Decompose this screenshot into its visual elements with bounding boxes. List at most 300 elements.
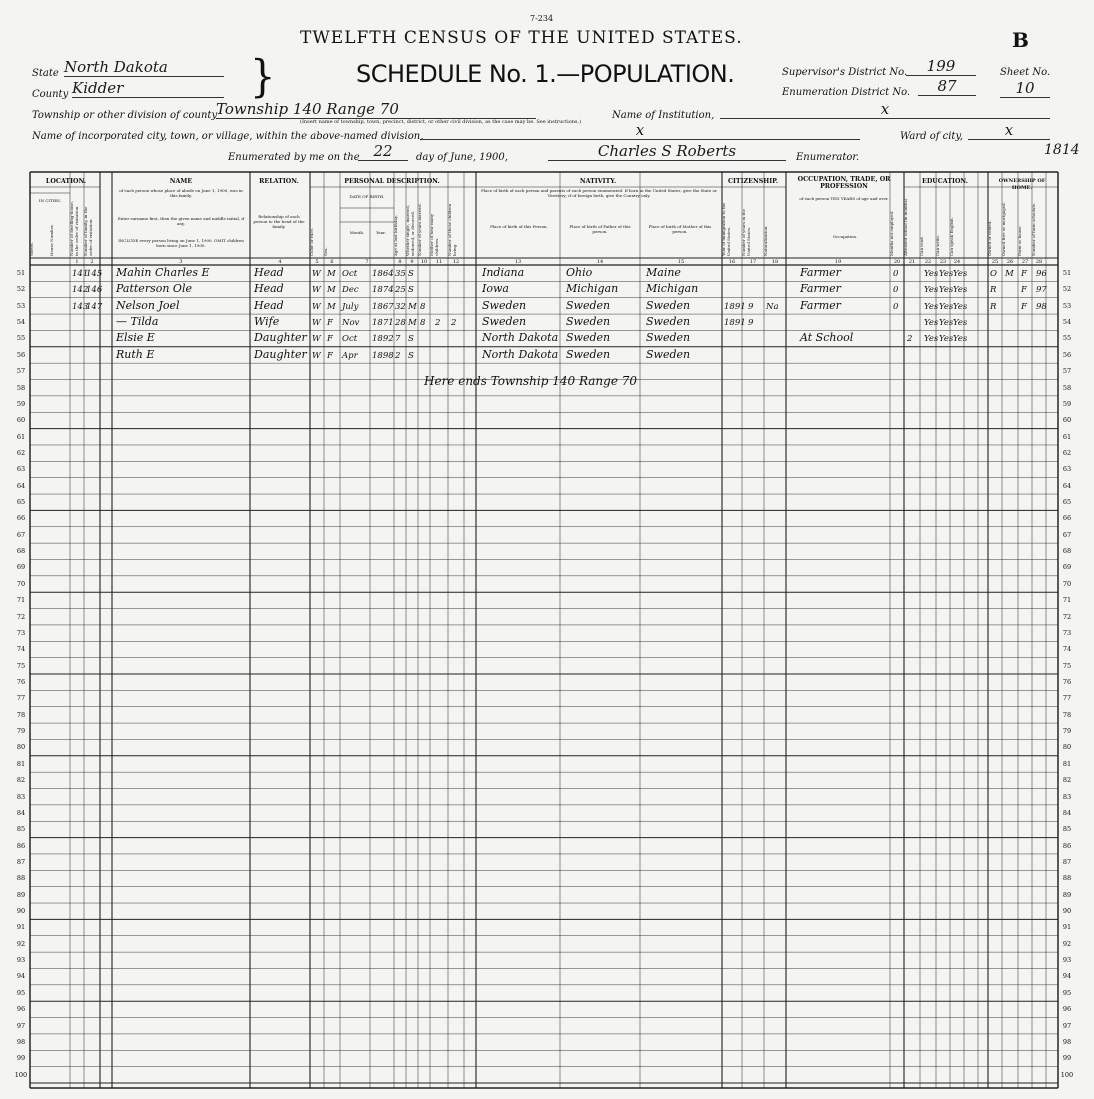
entry-pob-father: Sweden (566, 298, 611, 312)
column-number: 1 (75, 259, 79, 265)
row-number: 62 (1062, 448, 1072, 457)
entry-month: Nov (342, 318, 360, 329)
entry-color: W (312, 318, 321, 329)
row-number: 91 (1062, 923, 1072, 932)
entry-read: Yes (924, 285, 939, 296)
row-number: 63 (16, 465, 26, 474)
entry-relation: Daughter (254, 347, 307, 361)
ward-value: x (968, 121, 1050, 140)
month-header: Month. (349, 230, 365, 235)
entry-pob: Indiana (482, 266, 525, 279)
row-number: 68 (1062, 547, 1072, 556)
row-number: 75 (1062, 661, 1072, 670)
entry-color: W (312, 301, 321, 312)
entry-year: 1871 (372, 318, 394, 329)
entry-speak: Yes (953, 301, 968, 312)
entry-write: Yes (939, 269, 954, 279)
entry-color: W (312, 285, 321, 296)
location-header: LOCATION. (45, 178, 87, 185)
entry-read: Yes (924, 334, 939, 345)
row-number: 53 (16, 301, 26, 310)
entry-write: Yes (939, 301, 954, 312)
column-number: 20 (893, 259, 901, 265)
column-number: 12 (452, 259, 460, 265)
left-brace: } (250, 51, 276, 103)
owned-rented-header: Owned or rented. (987, 220, 992, 256)
entry-pob: North Dakota (482, 347, 559, 361)
supervisor-label: Supervisor's District No. (782, 67, 908, 78)
row-number: 53 (1062, 301, 1072, 310)
entry-marital: S (408, 350, 414, 361)
occupation-header: OCCUPATION, TRADE, OR PROFESSION (797, 176, 891, 190)
enumerated-prefix: Enumerated by me on the (228, 152, 360, 163)
row-number: 79 (1062, 727, 1072, 736)
row-number: 74 (16, 645, 26, 654)
row-number: 56 (1062, 350, 1072, 359)
farm-schedule-header: Number of farm schedule. (1031, 202, 1036, 256)
column-number: 3 (179, 259, 183, 265)
row-number: 71 (16, 596, 26, 605)
margin-note: 1814 (1044, 142, 1080, 158)
column-number: 9 (410, 259, 414, 265)
row-number: 95 (1062, 988, 1072, 997)
year-header: Year. (376, 230, 386, 235)
column-number: 7 (365, 259, 369, 265)
entry-immigration: 1891 (724, 318, 746, 329)
free-mortgaged-header: Owned free or mortgaged. (1001, 202, 1006, 256)
occupation-sub: of each person TEN YEARS of age and over. (799, 196, 889, 201)
entry-pob-father: Michigan (566, 282, 619, 296)
row-number: 93 (16, 956, 26, 965)
row-number: 77 (16, 694, 26, 703)
county-label: County (32, 89, 69, 100)
row-number: 96 (16, 1005, 26, 1014)
entry-name: Mahin Charles E (116, 266, 210, 279)
entry-pob-mother: Sweden (646, 331, 691, 345)
row-number: 78 (1062, 710, 1072, 719)
column-number: 22 (924, 259, 932, 265)
row-number: 90 (1062, 907, 1072, 916)
column-number: 19 (834, 259, 842, 265)
row-number: 70 (16, 579, 26, 588)
row-number: 57 (1062, 367, 1072, 376)
enumerator-name: Charles S Roberts (548, 142, 786, 161)
street-header: Street. (29, 242, 34, 256)
entry-sex: F (327, 350, 333, 361)
row-number: 86 (16, 841, 26, 850)
entry-dwelling: 141 (72, 269, 89, 279)
years-married-header: Number of years married. (417, 203, 422, 256)
citizenship-header: CITIZENSHIP. (727, 178, 779, 185)
entry-pob-mother: Sweden (646, 347, 691, 361)
sheet-value: 10 (1000, 79, 1050, 98)
family-header: Number of family, in the order of visitation. (83, 206, 93, 256)
row-number: 88 (1062, 874, 1072, 883)
column-number: 4 (278, 259, 282, 265)
row-number: 71 (1062, 596, 1072, 605)
supervisor-value: 199 (906, 57, 976, 76)
entry-relation: Head (254, 298, 284, 312)
row-number: 94 (16, 972, 26, 981)
row-number: 78 (16, 710, 26, 719)
entry-farm-no: 98 (1036, 301, 1047, 312)
township-note: (Insert name of township, town, precinct, district, or other civil division, as the case may be. See instructions.) (300, 119, 582, 125)
row-number: 51 (16, 269, 26, 277)
row-number: 65 (16, 498, 26, 507)
entry-read: Yes (924, 269, 939, 279)
months-school-header: Attended school (in months). (903, 197, 908, 256)
entry-sex: F (327, 318, 333, 329)
column-number: 25 (991, 259, 999, 265)
row-number: 58 (16, 383, 26, 392)
entry-family: 147 (86, 301, 103, 312)
row-number: 88 (16, 874, 26, 883)
row-number: 54 (16, 318, 26, 327)
row-number: 84 (16, 808, 26, 817)
entry-marital: M (408, 301, 417, 312)
column-number: 27 (1021, 259, 1029, 265)
entry-years-married: 8 (420, 301, 426, 312)
row-number: 80 (16, 743, 26, 752)
column-number: 28 (1035, 259, 1043, 265)
column-number: 2 (90, 259, 94, 265)
entry-years-us: 9 (748, 301, 754, 312)
entry-relation: Wife (254, 315, 280, 329)
row-number: 83 (16, 792, 26, 801)
enumeration-label: Enumeration District No. (782, 87, 911, 98)
row-number: 51 (1062, 269, 1072, 277)
entry-relation: Head (254, 266, 284, 279)
column-number: 6 (330, 259, 334, 265)
row-number: 58 (1062, 383, 1072, 392)
incorporated-value: x (420, 121, 860, 140)
row-number: 59 (16, 399, 26, 408)
row-number: 97 (1062, 1021, 1072, 1030)
color-header: Color or race. (309, 227, 314, 256)
closing-note: Here ends Township 140 Range 70 (424, 374, 637, 388)
entry-pob-mother: Sweden (646, 298, 691, 312)
entry-name: Elsie E (116, 331, 155, 345)
row-number: 85 (1062, 825, 1072, 834)
state-value: North Dakota (64, 58, 224, 77)
pob-mother-header: Place of birth of Mother of this person. (648, 224, 712, 234)
row-number: 70 (1062, 579, 1072, 588)
name-sub1: of each person whose place of abode on June 1, 1900, was in this family. (119, 188, 243, 198)
entry-mother-of: 2 (435, 318, 441, 329)
entry-year: 1898 (372, 350, 394, 361)
row-number: 75 (16, 661, 26, 670)
entry-own: O (990, 269, 997, 279)
row-number: 82 (1062, 776, 1072, 785)
county-value: Kidder (72, 79, 224, 98)
row-number: 92 (1062, 939, 1072, 948)
name-sub2: Enter surname first, then the given name and middle initial, if any. (117, 216, 245, 226)
institution-value: x (720, 100, 1050, 119)
naturalization-header: Naturalization. (763, 225, 768, 256)
row-number: 55 (1062, 334, 1072, 343)
pob-father-header: Place of birth of Father of this person. (569, 224, 631, 234)
entry-month: July (342, 301, 359, 312)
name-sub3: INCLUDE every person living on June 1, 1900. OMIT children born since June 1, 1900. (118, 238, 244, 248)
column-number: 15 (677, 259, 685, 265)
entry-read: Yes (924, 318, 939, 329)
ownership-header: OWNERSHIP OF HOME. (998, 178, 1046, 191)
entry-occupation: At School (800, 331, 854, 345)
years-us-header: Number of years in the United States. (741, 208, 751, 256)
entry-month: Oct (342, 269, 358, 279)
entry-pob-father: Sweden (566, 315, 611, 329)
relation-sub: Relationship of each person to the head of the family. (253, 214, 305, 229)
enumerator-label: Enumerator. (796, 152, 860, 163)
entry-family: 145 (86, 269, 103, 279)
row-number: 57 (16, 367, 26, 376)
sex-header: Sex. (323, 247, 328, 256)
entry-pob-father: Sweden (566, 331, 611, 345)
enumerated-mid: day of June, 1900, (416, 152, 508, 163)
row-number: 94 (1062, 972, 1072, 981)
entry-age: 32 (395, 301, 406, 312)
column-number: 16 (728, 259, 736, 265)
entry-family: 146 (86, 285, 103, 296)
farm-house-header: Farm or house. (1017, 225, 1022, 256)
row-number: 100 (1060, 1070, 1074, 1079)
children-living-header: Number of these children living. (447, 203, 457, 256)
pob-person-header: Place of birth of this Person. (490, 224, 548, 229)
column-number: 18 (771, 259, 779, 265)
row-number: 67 (1062, 530, 1072, 539)
can-read-header: Can read. (919, 236, 924, 256)
row-number: 67 (16, 530, 26, 539)
entry-pob: Sweden (482, 298, 527, 312)
entry-marital: M (408, 318, 417, 329)
entry-unemployed: 0 (893, 301, 899, 312)
row-number: 81 (1062, 759, 1072, 768)
form-number: 7-234 (530, 14, 554, 23)
row-number: 76 (1062, 678, 1072, 686)
personal-header: PERSONAL DESCRIPTION. (344, 178, 440, 185)
column-number: 26 (1006, 259, 1014, 265)
entry-age: 2 (395, 350, 401, 361)
incorporated-label: Name of incorporated city, town, or village, within the above-named division, (32, 131, 424, 142)
entry-sex: M (327, 301, 336, 312)
row-number: 72 (1062, 612, 1072, 621)
row-number: 61 (16, 432, 26, 441)
row-number: 79 (16, 727, 26, 736)
entry-speak: Yes (953, 285, 968, 296)
entry-pob: Iowa (482, 282, 509, 296)
education-header: EDUCATION. (922, 178, 968, 185)
entry-naturalization: Na (766, 301, 779, 312)
entry-pob-father: Ohio (566, 266, 593, 279)
entry-dwelling: 142 (72, 285, 89, 296)
entry-years-us: 9 (748, 318, 754, 329)
row-number: 98 (1062, 1037, 1072, 1046)
column-number: 11 (435, 259, 443, 265)
row-number: 69 (1062, 563, 1072, 572)
township-label: Township or other division of county (32, 110, 218, 121)
column-number: 13 (514, 259, 522, 265)
row-number: 92 (16, 939, 26, 948)
row-number: 59 (1062, 399, 1072, 408)
entry-sex: M (327, 285, 336, 296)
entry-read: Yes (924, 301, 939, 312)
column-number: 8 (398, 259, 402, 265)
entry-speak: Yes (953, 334, 968, 345)
entry-farm: F (1021, 301, 1027, 312)
row-number: 99 (1062, 1054, 1072, 1063)
row-number: 81 (16, 759, 26, 768)
sheet-label: Sheet No. (1000, 67, 1051, 78)
row-number: 76 (16, 678, 26, 686)
row-number: 55 (16, 334, 26, 343)
row-number: 85 (16, 825, 26, 834)
immigration-header: Year of immigration to the United States. (721, 202, 731, 256)
entry-children-living: 2 (451, 318, 457, 329)
entry-farm: F (1021, 269, 1027, 279)
row-number: 77 (1062, 694, 1072, 703)
entry-immigration: 1891 (724, 301, 746, 312)
entry-occupation: Farmer (800, 298, 841, 312)
entry-color: W (312, 334, 321, 345)
row-number: 91 (16, 923, 26, 932)
entry-age: 25 (395, 285, 406, 296)
entry-relation: Daughter (254, 331, 307, 345)
entry-write: Yes (939, 318, 954, 329)
entry-age: 35 (395, 269, 406, 279)
entry-marital: S (408, 334, 414, 345)
entry-occupation: Farmer (800, 282, 841, 296)
row-number: 95 (16, 988, 26, 997)
nativity-header: NATIVITY. (579, 178, 617, 185)
entry-mort: M (1005, 269, 1014, 279)
entry-dwelling: 143 (72, 301, 89, 312)
column-number: 10 (420, 259, 428, 265)
entry-name: Patterson Ole (116, 282, 192, 296)
row-number: 89 (16, 890, 26, 899)
months-unemployed-header: Months not employed. (889, 210, 894, 256)
entry-pob-mother: Michigan (646, 282, 699, 296)
enumeration-value: 87 (918, 77, 976, 96)
entry-name: Nelson Joel (116, 298, 180, 312)
entry-relation: Head (254, 282, 284, 296)
entry-speak: Yes (953, 269, 968, 279)
entry-occupation: Farmer (800, 266, 841, 279)
entry-marital: S (408, 269, 414, 279)
entry-own: R (990, 301, 997, 312)
row-number: 64 (16, 481, 26, 490)
entry-own: R (990, 285, 997, 296)
institution-label: Name of Institution, (612, 110, 715, 121)
house-number-header: House Number. (49, 224, 54, 256)
entry-farm-no: 97 (1036, 285, 1047, 296)
entry-write: Yes (939, 334, 954, 345)
entry-color: W (312, 269, 321, 279)
column-number: 5 (315, 259, 319, 265)
entry-unemployed: 0 (893, 285, 899, 296)
row-number: 90 (16, 907, 26, 916)
sheet-letter: B (1012, 28, 1029, 52)
in-cities-header: IN CITIES. (38, 198, 62, 203)
mother-of-header: Mother of how many children. (429, 213, 439, 256)
entry-farm: F (1021, 285, 1027, 296)
row-number: 61 (1062, 432, 1072, 441)
entry-write: Yes (939, 285, 954, 296)
row-number: 60 (16, 416, 26, 425)
entry-marital: S (408, 285, 414, 296)
entry-pob: Sweden (482, 315, 527, 329)
column-number: 21 (908, 259, 916, 265)
row-number: 69 (16, 563, 26, 572)
row-number: 73 (1062, 628, 1072, 637)
enumerated-day: 22 (358, 142, 408, 161)
row-number: 63 (1062, 465, 1072, 474)
entry-color: W (312, 350, 321, 361)
row-number: 65 (1062, 498, 1072, 507)
age-header: Age at last birthday. (393, 215, 398, 256)
row-number: 89 (1062, 890, 1072, 899)
column-number: 17 (749, 259, 757, 265)
row-number: 82 (16, 776, 26, 785)
dwelling-header: Number of dwelling-house, in the order of visitation. (69, 200, 79, 256)
marital-header: Whether single, married, widowed, or divorced. (405, 205, 415, 256)
ward-label: Ward of city, (900, 131, 963, 142)
row-number: 64 (1062, 481, 1072, 490)
name-header: NAME (169, 178, 193, 185)
entry-year: 1864 (372, 269, 394, 279)
row-number: 83 (1062, 792, 1072, 801)
entry-year: 1867 (372, 301, 394, 312)
entry-age: 7 (395, 334, 401, 345)
row-number: 100 (14, 1070, 28, 1079)
dob-header: DATE OF BIRTH. (349, 194, 385, 199)
row-number: 56 (16, 350, 26, 359)
entry-pob-mother: Maine (646, 266, 681, 279)
can-speak-header: Can speak English. (949, 217, 954, 256)
row-number: 74 (1062, 645, 1072, 654)
row-number: 62 (16, 448, 26, 457)
row-number: 98 (16, 1037, 26, 1046)
relation-header: RELATION. (259, 178, 299, 185)
census-title: TWELFTH CENSUS OF THE UNITED STATES. (300, 28, 743, 48)
row-number: 66 (1062, 514, 1072, 523)
row-number: 87 (1062, 857, 1072, 866)
can-write-header: Can write. (935, 234, 940, 256)
entry-year: 1874 (372, 285, 394, 296)
entry-pob: North Dakota (482, 331, 559, 345)
column-number: 14 (596, 259, 604, 265)
row-number: 99 (16, 1054, 26, 1063)
row-number: 84 (1062, 808, 1072, 817)
township-value: Township 140 Range 70 (216, 100, 536, 119)
row-number: 87 (16, 857, 26, 866)
entry-name: Ruth E (116, 347, 155, 361)
occupation-col-header: Occupation. (832, 234, 858, 239)
row-number: 60 (1062, 416, 1072, 425)
row-number: 96 (1062, 1005, 1072, 1014)
row-number: 66 (16, 514, 26, 523)
entry-sex: M (327, 269, 336, 279)
row-number: 73 (16, 628, 26, 637)
row-number: 97 (16, 1021, 26, 1030)
entry-month: Dec (342, 285, 359, 296)
entry-name: — Tilda (116, 315, 159, 329)
row-number: 52 (16, 285, 26, 294)
entry-month: Oct (342, 334, 358, 345)
entry-pob-mother: Sweden (646, 315, 691, 329)
entry-month: Apr (342, 350, 358, 361)
entry-age: 28 (395, 318, 406, 329)
entry-unemployed: 0 (893, 269, 899, 279)
